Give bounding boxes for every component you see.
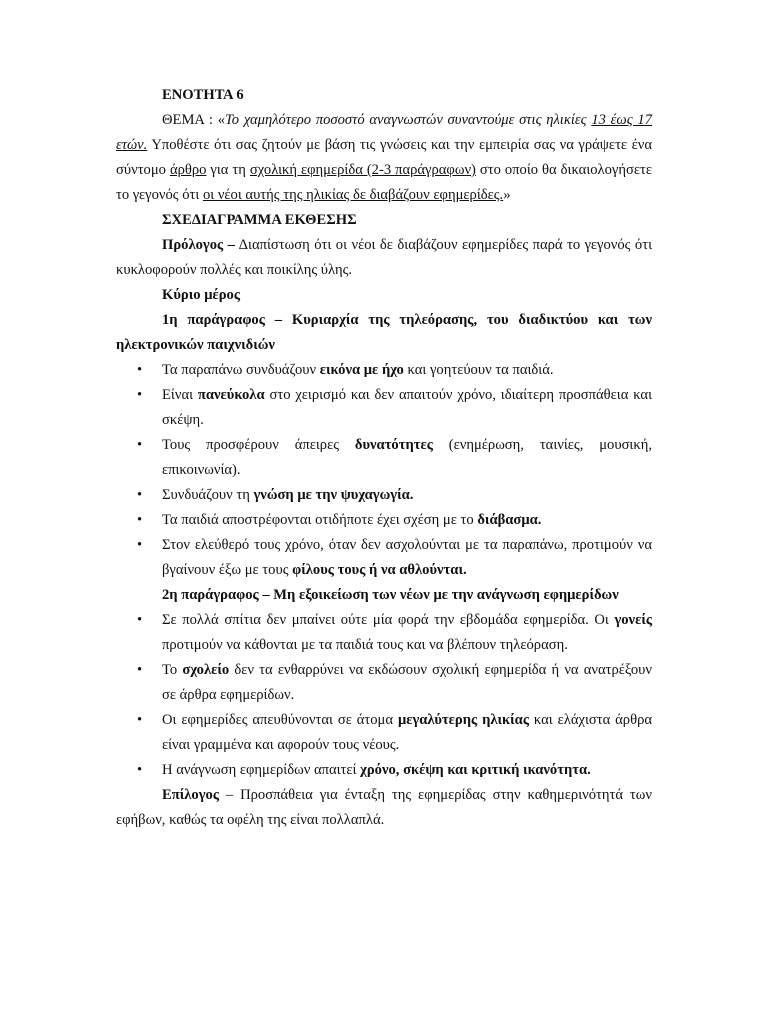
- bullet-icon: •: [137, 537, 143, 553]
- prologue-text: Διαπίστωση ότι οι νέοι δε διαβάζουν εφημερίδες παρά το γεγονός ότι κυκλοφορούν πολλές και ποικίλης ύλης.: [116, 237, 652, 278]
- topic-paragraph: [116, 108, 652, 208]
- list-item: • Οι εφημερίδες απευθύνονται σε άτομα μεγαλύτερης ηλικίας και ελάχιστα άρθρα είναι γραμμένα και αφορούν τους νέους.: [116, 708, 652, 758]
- bullet-icon: •: [137, 712, 143, 728]
- topic-quote: Το χαμηλότερο ποσοστό αναγνωστών συναντούμε στις ηλικίες: [225, 112, 592, 128]
- paragraph1-heading: 1η παράγραφος – Κυριαρχία της τηλεόρασης, του διαδικτύου και των ηλεκτρονικών παιχνιδιών: [116, 312, 652, 353]
- bullet-icon: •: [137, 662, 143, 678]
- paragraph1-bullet-list: [116, 358, 652, 583]
- topic-instructions-3: στο οποίο θα δικαιολογήσετε το γεγονός ότι: [116, 162, 652, 203]
- list-item: • Η ανάγνωση εφημερίδων απαιτεί χρόνο, σκέψη και κριτική ικανότητα.: [116, 758, 652, 783]
- topic-label: ΘΕΜΑ : «: [162, 112, 226, 128]
- list-item: • Είναι πανεύκολα στο χειρισμό και δεν απαιτούν χρόνο, ιδιαίτερη προσπάθεια και σκέψη.: [116, 383, 652, 433]
- prologue-label: Πρόλογος –: [162, 237, 235, 253]
- bullet-icon: •: [137, 437, 143, 453]
- list-item: • Τους προσφέρουν άπειρες δυνατότητες (ενημέρωση, ταινίες, μουσική, επικοινωνία).: [116, 433, 652, 483]
- list-item: • Τα παιδιά αποστρέφονται οτιδήποτε έχει σχέση με το διάβασμα.: [116, 508, 652, 533]
- epilogue-text: – Προσπάθεια για ένταξη της εφημερίδας στην καθημερινότητά των εφήβων, καθώς τα οφέλη της είναι πολλαπλά.: [116, 787, 652, 828]
- topic-youth-statement: οι νέοι αυτής της ηλικίας δε διαβάζουν εφημερίδες.: [202, 187, 504, 203]
- topic-instructions-2: για τη: [206, 162, 250, 178]
- list-item: • Τα παραπάνω συνδυάζουν εικόνα με ήχο και γοητεύουν τα παιδιά.: [116, 358, 652, 383]
- topic-school-newspaper: σχολική εφημερίδα (2-3 παράγραφων): [249, 162, 476, 178]
- bullet-icon: •: [137, 612, 143, 628]
- bullet-icon: •: [137, 512, 143, 528]
- outline-title: ΣΧΕΔΙΑΓΡΑΜΜΑ ΕΚΘΕΣΗΣ: [162, 212, 357, 228]
- document-page: [116, 83, 652, 833]
- main-body-label: Κύριο μέρος: [162, 287, 240, 303]
- prologue-paragraph: [116, 233, 652, 283]
- list-item: • Στον ελεύθερό τους χρόνο, όταν δεν ασχολούνται με τα παραπάνω, προτιμούν να βγαίνουν έξω με τους φίλους τους ή να αθλούνται.: [116, 533, 652, 583]
- topic-close-quote: »: [503, 187, 511, 203]
- epilogue-label: Επίλογος: [162, 787, 219, 803]
- topic-ages: 13 έως 17 ετών.: [116, 112, 653, 153]
- list-item: • Το σχολείο δεν τα ενθαρρύνει να εκδώσουν σχολική εφημερίδα ή να ανατρέξουν σε άρθρα εφημερίδων.: [116, 658, 652, 708]
- paragraph2-bullet-list: [116, 608, 652, 783]
- unit-title: ΕΝΟΤΗΤΑ 6: [162, 87, 244, 103]
- list-item: • Σε πολλά σπίτια δεν μπαίνει ούτε μία φορά την εβδομάδα εφημερίδα. Οι γονείς προτιμούν να κάθονται με τα παιδιά τους και να βλέπουν τηλεόραση.: [116, 608, 652, 658]
- bullet-icon: •: [137, 762, 143, 778]
- bullet-icon: •: [137, 387, 143, 403]
- list-item: • Συνδυάζουν τη γνώση με την ψυχαγωγία.: [116, 483, 652, 508]
- epilogue-paragraph: [116, 783, 652, 833]
- topic-article: άρθρο: [169, 162, 207, 178]
- topic-instructions-1: Υποθέστε ότι σας ζητούν με βάση τις γνώσεις και την εμπειρία σας να γράψετε ένα σύντομο: [116, 137, 652, 178]
- bullet-icon: •: [137, 487, 143, 503]
- paragraph2-heading: 2η παράγραφος – Μη εξοικείωση των νέων με την ανάγνωση εφημερίδων: [162, 587, 619, 603]
- bullet-icon: •: [137, 362, 143, 378]
